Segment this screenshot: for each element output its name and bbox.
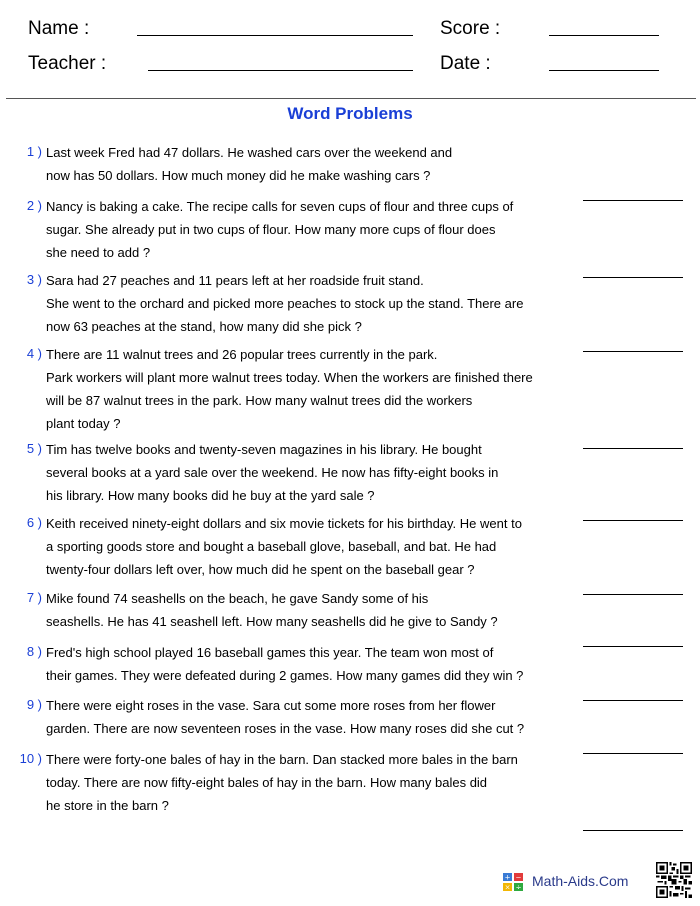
teacher-label: Teacher : <box>28 53 107 74</box>
problem-line: Last week Fred had 47 dollars. He washed cars over the weekend and <box>46 145 453 160</box>
problem-line: There were forty-one bales of hay in the barn. Dan stacked more bales in the barn <box>46 752 518 767</box>
problem-line: several books at a yard sale over the weekend. He now has fifty-eight books in <box>46 465 499 480</box>
problem-line: There were eight roses in the vase. Sara cut some more roses from her flower <box>46 698 496 713</box>
problem-line: seashells. He has 41 seashell left. How many seashells did he give to Sandy ? <box>46 614 498 629</box>
problem-line: Sara had 27 peaches and 11 pears left at her roadside fruit stand. <box>46 273 424 288</box>
problem-number: 8 ) <box>26 644 42 659</box>
problem-line: Fred's high school played 16 baseball games this year. The team won most of <box>46 645 494 660</box>
problem-line: a sporting goods store and bought a baseball glove, baseball, and bat. He had <box>46 539 497 554</box>
header-divider <box>6 98 696 99</box>
problem-line: now 63 peaches at the stand, how many did she pick ? <box>46 319 362 334</box>
problem-number: 9 ) <box>26 697 42 712</box>
problem-text <box>46 512 571 581</box>
date-field[interactable] <box>549 70 659 71</box>
name-field[interactable] <box>137 35 413 36</box>
problem-text <box>46 587 571 633</box>
teacher-field[interactable] <box>148 70 413 71</box>
problem-number: 7 ) <box>26 590 42 605</box>
problem-text <box>46 141 571 187</box>
problem-number: 4 ) <box>26 346 42 361</box>
problem-number: 3 ) <box>26 272 42 287</box>
problem-text <box>46 748 571 817</box>
svg-text:÷: ÷ <box>515 883 522 892</box>
site-name: Math-Aids.Com <box>532 873 629 889</box>
answer-field[interactable] <box>583 448 683 449</box>
problem-line: today. There are now fifty-eight bales of hay in the barn. How many bales did <box>46 775 488 790</box>
answer-field[interactable] <box>583 594 683 595</box>
calculator-icon <box>502 872 524 892</box>
problem-line: he store in the barn ? <box>46 798 169 813</box>
problem-line: his library. How many books did he buy at the yard sale ? <box>46 488 375 503</box>
problem-line: Park workers will plant more walnut trees today. When the workers are finished there <box>46 370 533 385</box>
problem-text <box>46 269 571 338</box>
answer-field[interactable] <box>583 200 683 201</box>
problem-number: 1 ) <box>26 144 42 159</box>
problem-line: Tim has twelve books and twenty-seven magazines in his library. He bought <box>46 442 482 457</box>
problem-line: plant today ? <box>46 416 121 431</box>
problem-text <box>46 694 571 740</box>
score-field[interactable] <box>549 35 659 36</box>
problem-text <box>46 438 571 507</box>
problem-text <box>46 195 571 264</box>
worksheet-title: Word Problems <box>287 104 413 123</box>
problem-text <box>46 641 571 687</box>
problem-line: Nancy is baking a cake. The recipe calls for seven cups of flour and three cups of <box>46 199 514 214</box>
problem-line: sugar. She already put in two cups of flour. How many more cups of flour does <box>46 222 496 237</box>
svg-text:+: + <box>504 873 511 882</box>
answer-field[interactable] <box>583 351 683 352</box>
problem-number: 10 ) <box>19 751 42 766</box>
problem-line: their games. They were defeated during 2 games. How many games did they win ? <box>46 668 524 683</box>
name-label: Name : <box>28 18 90 39</box>
problem-line: will be 87 walnut trees in the park. How many walnut trees did the workers <box>46 393 473 408</box>
qr-code-icon <box>656 862 692 898</box>
problem-line: now has 50 dollars. How much money did he make washing cars ? <box>46 168 431 183</box>
problem-line: twenty-four dollars left over, how much did he spent on the baseball gear ? <box>46 562 475 577</box>
problem-number: 5 ) <box>26 441 42 456</box>
answer-field[interactable] <box>583 646 683 647</box>
answer-field[interactable] <box>583 830 683 831</box>
problem-line: There are 11 walnut trees and 26 popular trees currently in the park. <box>46 347 438 362</box>
problem-line: She went to the orchard and picked more peaches to stock up the stand. There are <box>46 296 524 311</box>
problem-line: Mike found 74 seashells on the beach, he gave Sandy some of his <box>46 591 429 606</box>
answer-field[interactable] <box>583 700 683 701</box>
problem-line: she need to add ? <box>46 245 151 260</box>
problem-text <box>46 343 571 435</box>
date-label: Date : <box>440 53 491 74</box>
problem-number: 2 ) <box>26 198 42 213</box>
answer-field[interactable] <box>583 277 683 278</box>
svg-text:−: − <box>515 873 522 882</box>
svg-text:×: × <box>504 883 511 892</box>
problem-line: Keith received ninety-eight dollars and six movie tickets for his birthday. He went to <box>46 516 522 531</box>
answer-field[interactable] <box>583 753 683 754</box>
problem-line: garden. There are now seventeen roses in the vase. How many roses did she cut ? <box>46 721 525 736</box>
problem-number: 6 ) <box>26 515 42 530</box>
score-label: Score : <box>440 18 501 39</box>
answer-field[interactable] <box>583 520 683 521</box>
